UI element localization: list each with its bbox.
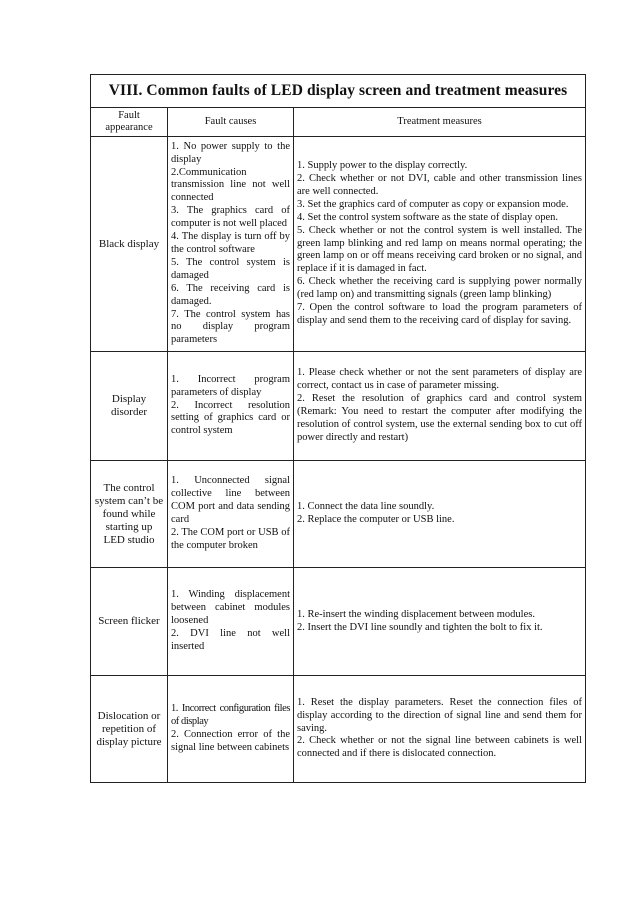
cause-item: 3. The graphics card of computer is not well placed bbox=[171, 205, 290, 230]
cause-item: 1. No power supply to the display bbox=[171, 140, 290, 165]
cause-item: 6. The receiving card is damaged. bbox=[171, 282, 290, 307]
fault-appearance-cell: Screen flicker bbox=[91, 568, 168, 676]
cause-item: 1. Incorrect program parameters of display bbox=[171, 373, 290, 398]
table-row bbox=[91, 137, 586, 352]
cause-item: 2. Connection error of the signal line between cabinets bbox=[171, 729, 290, 753]
cause-item: 4. The display is turn off by the control software bbox=[171, 231, 290, 255]
measure-item: 2. Reset the resolution of graphics card and control system (Remark: You need to restart the computer after modifying the resolution of control system, use the external sending box to cut off power directly and restart) bbox=[297, 393, 583, 443]
fault-causes-cell bbox=[168, 676, 294, 783]
cause-item: 1. Winding displacement between cabinet modules loosened bbox=[171, 589, 290, 627]
fault-causes-cell bbox=[168, 568, 294, 676]
table-row bbox=[91, 676, 586, 783]
measure-item: 2. Replace the computer or USB line. bbox=[297, 514, 455, 525]
title-row bbox=[91, 75, 586, 108]
faults-table bbox=[90, 74, 586, 783]
table-row bbox=[91, 461, 586, 568]
measure-item: 5. Check whether or not the control system is well installed. The green lamp blinking and red lamp on means normal operating; the green lamp on or off means receiving card broken or no signal, and replace if it is damaged in fact. bbox=[297, 224, 583, 275]
cause-item: 1. Incorrect configuration files of display bbox=[171, 703, 290, 728]
treatment-measures-cell bbox=[294, 137, 586, 352]
cause-item: 2.Communication transmission line not well connected bbox=[171, 166, 290, 204]
cause-item: 1. Unconnected signal collective line between COM port and data sending card bbox=[171, 475, 290, 525]
cause-item: 2. DVI line not well inserted bbox=[171, 627, 290, 652]
fault-causes-cell bbox=[168, 461, 294, 568]
measure-item: 3. Set the graphics card of computer as copy or expansion mode. bbox=[297, 198, 569, 210]
treatment-measures-cell bbox=[294, 568, 586, 676]
fault-appearance-cell: The control system can’t be found while starting up LED studio bbox=[91, 461, 168, 568]
header-treatment-measures: Treatment measures bbox=[294, 108, 586, 137]
table-row bbox=[91, 568, 586, 676]
header-fault-causes: Fault causes bbox=[168, 108, 294, 137]
measure-item: 2. Check whether or not the signal line between cabinets is well connected and if there is dislocated connection. bbox=[297, 735, 583, 760]
measure-item: 1. Supply power to the display correctly. bbox=[297, 160, 468, 172]
table-title: VIII. Common faults of LED display screen and treatment measures bbox=[91, 75, 586, 108]
treatment-measures-cell bbox=[294, 676, 586, 783]
cause-item: 2. Incorrect resolution setting of graphics card or control system bbox=[171, 399, 290, 437]
measure-item: 2. Insert the DVI line soundly and tighten the bolt to fix it. bbox=[297, 621, 543, 633]
table-row bbox=[91, 352, 586, 461]
cause-item: 5. The control system is damaged bbox=[171, 256, 290, 281]
measure-item: 1. Connect the data line soundly. bbox=[297, 501, 435, 513]
measure-item: 4. Set the control system software as the state of display open. bbox=[297, 211, 558, 223]
cause-item: 2. The COM port or USB of the computer broken bbox=[171, 526, 290, 551]
treatment-measures-cell bbox=[294, 352, 586, 461]
fault-causes-cell bbox=[168, 137, 294, 352]
fault-appearance-cell: Display disorder bbox=[91, 352, 168, 461]
fault-appearance-cell: Dislocation or repetition of display picture bbox=[91, 676, 168, 783]
header-fault-appearance: Fault appearance bbox=[91, 108, 168, 137]
fault-causes-cell bbox=[168, 352, 294, 461]
fault-appearance-cell: Black display bbox=[91, 137, 168, 352]
measure-item: 7. Open the control software to load the program parameters of display and send them to the receiving card of display for saving. bbox=[297, 302, 583, 326]
measure-item: 2. Check whether or not DVI, cable and other transmission lines are well connected. bbox=[297, 173, 583, 197]
measure-item: 1. Reset the display parameters. Reset the connection files of display according to the direction of signal line and send them for saving. bbox=[297, 696, 583, 734]
cause-item: 7. The control system has no display program parameters bbox=[171, 308, 290, 346]
measure-item: 6. Check whether the receiving card is supplying power normally (red lamp on) and transmitting signals (green lamp blinking) bbox=[297, 276, 583, 301]
measure-item: 1. Please check whether or not the sent parameters of display are correct, contact us in case of parameter missing. bbox=[297, 367, 583, 392]
treatment-measures-cell bbox=[294, 461, 586, 568]
measure-item: 1. Re-insert the winding displacement between modules. bbox=[297, 608, 535, 620]
header-row bbox=[91, 108, 586, 137]
